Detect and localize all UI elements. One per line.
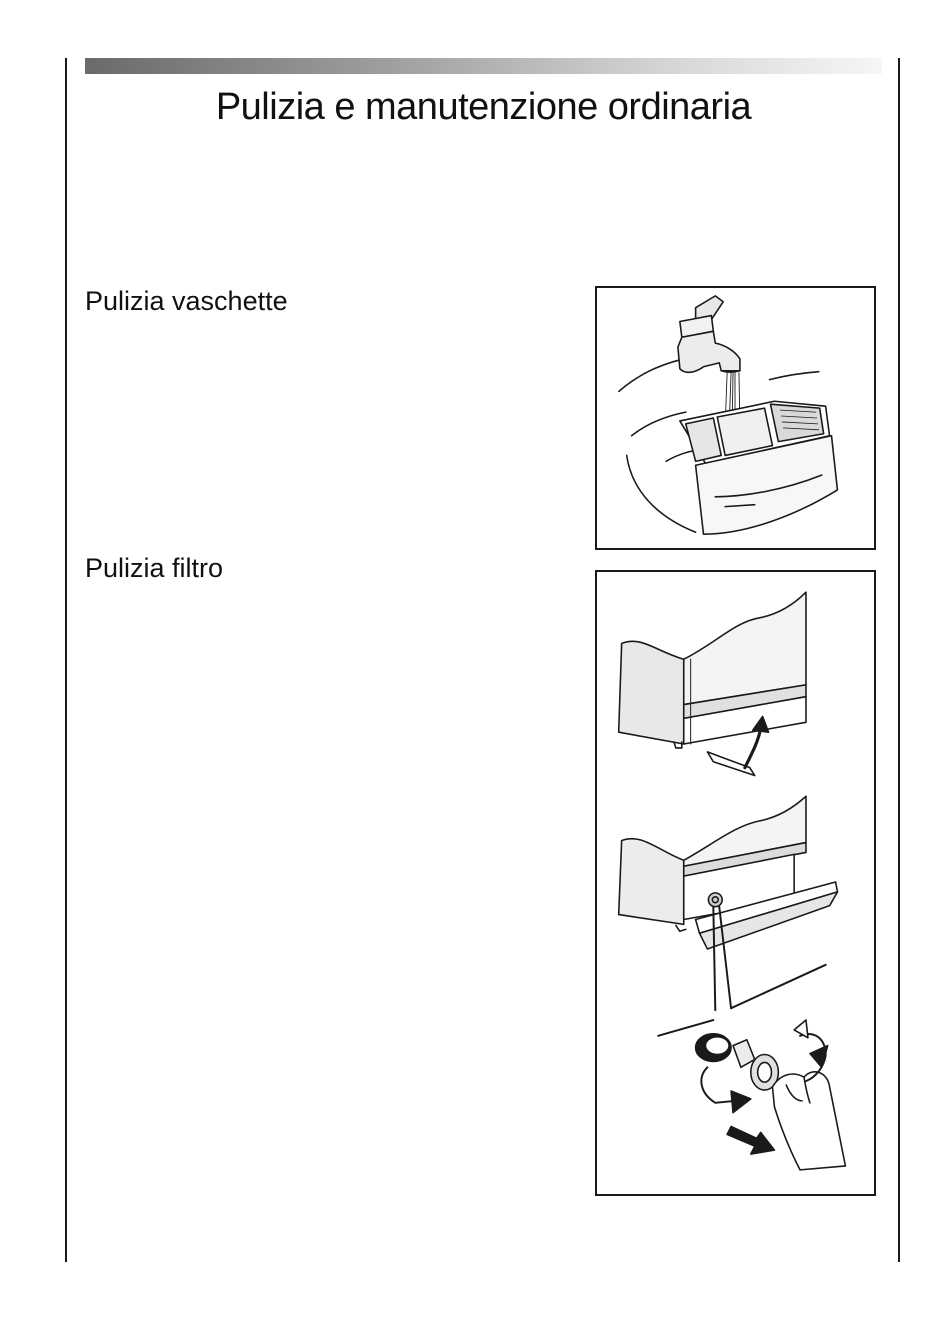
section-title-pulizia-vaschette: Pulizia vaschette (85, 286, 288, 316)
figure-detergent-drawer-cleaning (595, 286, 876, 550)
section-title-pulizia-filtro: Pulizia filtro (85, 553, 224, 583)
right-margin-rule (898, 58, 900, 1262)
faucet-rinsing-detergent-drawer-illustration (597, 288, 874, 548)
header-gradient-bar (85, 58, 882, 74)
page-title: Pulizia e manutenzione ordinaria (215, 86, 752, 128)
figure-filter-cleaning (595, 570, 876, 1196)
left-margin-rule (65, 58, 67, 1262)
washer-filter-removal-illustration (597, 572, 874, 1194)
